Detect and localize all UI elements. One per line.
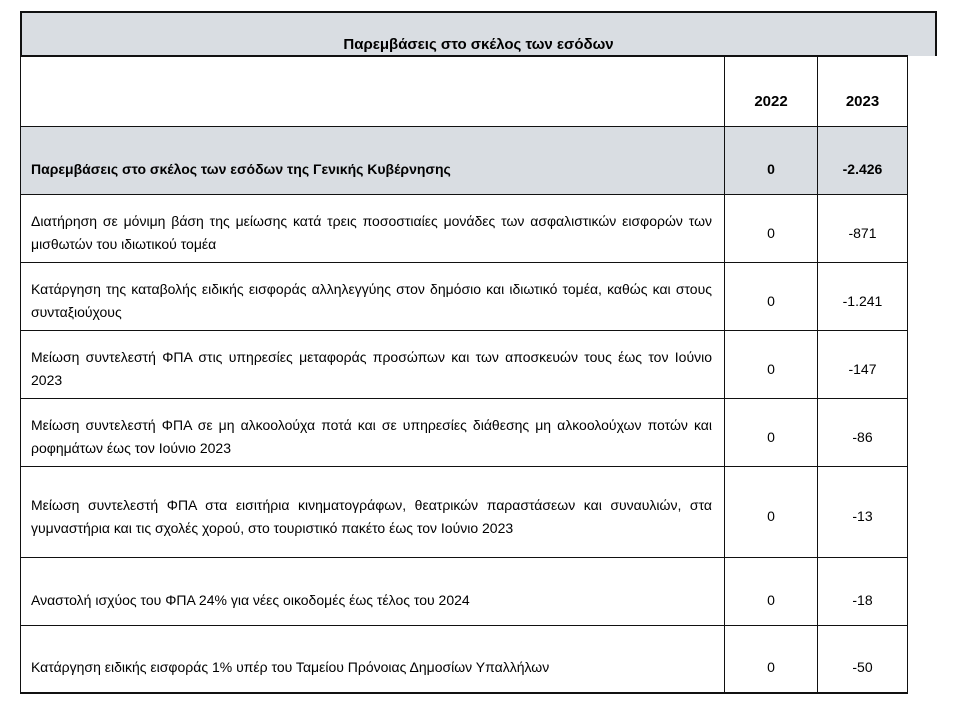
header-2022: 2022 <box>725 56 818 126</box>
row-2022: 0 <box>725 398 818 466</box>
revenue-measures-table <box>20 55 908 694</box>
row-label: Μείωση συντελεστή ΦΠΑ στα εισιτήρια κινηματογράφων, θεατρικών παραστάσεων και συναυλιών, στα γυμναστήρια και τις σχολές χορού, στο τουριστικό πακέτο έως τον Ιούνιο 2023 <box>21 466 725 557</box>
row-2023: -871 <box>818 194 908 262</box>
total-2023: -2.426 <box>818 126 908 194</box>
header-empty-cell <box>21 56 725 126</box>
row-2023: -50 <box>818 625 908 693</box>
row-label: Διατήρηση σε μόνιμη βάση της μείωσης κατά τρεις ποσοστιαίες μονάδες των ασφαλιστικών εισφορών των μισθωτών του ιδιωτικού τομέα <box>21 194 725 262</box>
row-2022: 0 <box>725 262 818 330</box>
total-label: Παρεμβάσεις στο σκέλος των εσόδων της Γενικής Κυβέρνησης <box>21 126 725 194</box>
row-label: Κατάργηση ειδικής εισφοράς 1% υπέρ του Ταμείου Πρόνοιας Δημοσίων Υπαλλήλων <box>21 625 725 693</box>
row-label: Αναστολή ισχύος του ΦΠΑ 24% για νέες οικοδομές έως τέλος του 2024 <box>21 557 725 625</box>
header-2023: 2023 <box>818 56 908 126</box>
row-2022: 0 <box>725 466 818 557</box>
table-row <box>21 262 908 330</box>
row-label: Κατάργηση της καταβολής ειδικής εισφοράς αλληλεγγύης στον δημόσιο και ιδιωτικό τομέα, καθώς και στους συνταξιούχους <box>21 262 725 330</box>
row-2022: 0 <box>725 625 818 693</box>
row-2023: -18 <box>818 557 908 625</box>
row-label: Μείωση συντελεστή ΦΠΑ στις υπηρεσίες μεταφοράς προσώπων και των αποσκευών τους έως τον Ιούνιο 2023 <box>21 330 725 398</box>
table-row <box>21 557 908 625</box>
table-row <box>21 194 908 262</box>
table-row <box>21 330 908 398</box>
header-row <box>21 56 908 126</box>
table-row <box>21 398 908 466</box>
table-row <box>21 625 908 693</box>
row-2023: -86 <box>818 398 908 466</box>
row-2022: 0 <box>725 194 818 262</box>
table-title-bar <box>20 11 937 56</box>
row-2022: 0 <box>725 557 818 625</box>
table-title: Παρεμβάσεις στο σκέλος των εσόδων <box>343 36 614 53</box>
row-2022: 0 <box>725 330 818 398</box>
row-2023: -1.241 <box>818 262 908 330</box>
row-2023: -147 <box>818 330 908 398</box>
table-row <box>21 466 908 557</box>
total-row <box>21 126 908 194</box>
total-2022: 0 <box>725 126 818 194</box>
row-2023: -13 <box>818 466 908 557</box>
row-label: Μείωση συντελεστή ΦΠΑ σε μη αλκοολούχα ποτά και σε υπηρεσίες διάθεσης μη αλκοολούχων ποτών και ροφημάτων έως τον Ιούνιο 2023 <box>21 398 725 466</box>
